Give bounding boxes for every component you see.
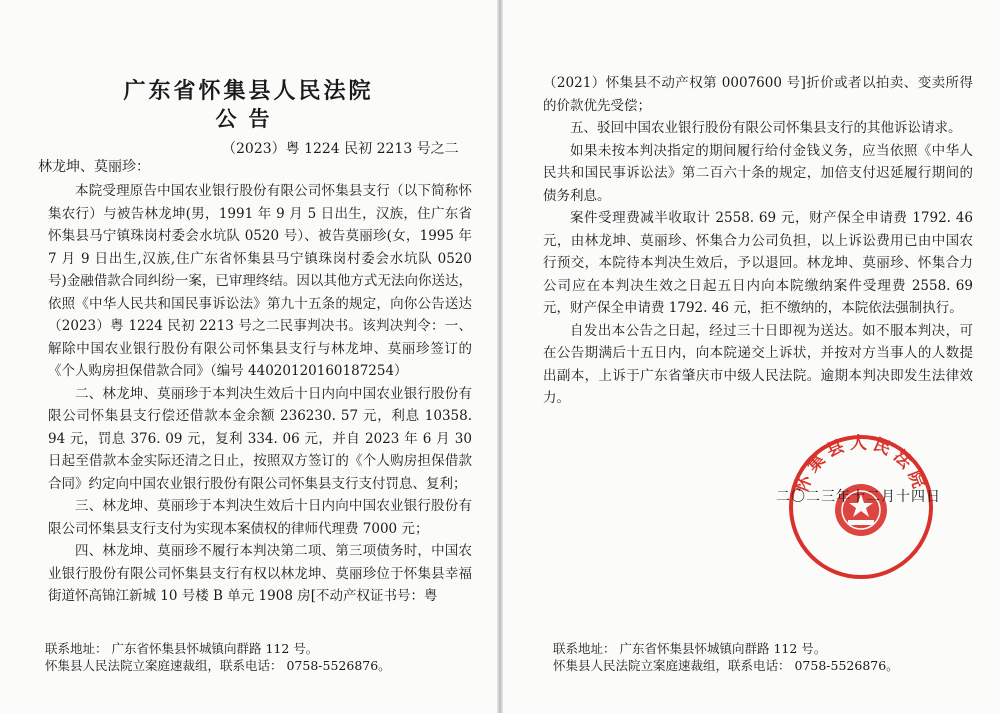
footer-contact: 怀集县人民法院立案庭速裁组，联系电话： 0758-5526876。 bbox=[45, 658, 391, 673]
footer-address: 联系地址： 广东省怀集县怀城镇向群路 112 号。 bbox=[45, 641, 319, 656]
footer-contact: 怀集县人民法院立案庭速裁组，联系电话： 0758-5526876。 bbox=[553, 658, 899, 673]
paragraph: 本院受理原告中国农业银行股份有限公司怀集县支行（以下简称怀集农行）与被告林龙坤(男，1991 年 9 月 5 日出生，汉族，住广东省怀集县马宁镇珠岗村委会水坑队 0520 号）、被告莫丽珍(女，1995 年 7 月 9 日出生,汉族,住广东省怀集县马宁镇珠岗村委会水坑队 0520 号)金融借款合同纠纷一案，已审理终结。因以其他方式无法向你送达，依照《中华人民共和国民事诉讼法》第九十五条的规定，向你公告送达（2023）粤 1224 民初 2213 号之二民事判决书。该判决判令：一、解除中国农业银行股份有限公司怀集县支行与林龙坤、莫丽珍签订的《个人购房担保借款合同》（编号 44020120160187254） bbox=[48, 183, 472, 379]
paragraph: 三、林龙坤、莫丽珍于本判决生效后十日内向中国农业银行股份有限公司怀集县支行支付为实现本案债权的律师代理费 7000 元； bbox=[48, 498, 472, 537]
footer-right bbox=[553, 640, 899, 674]
notice-body-right bbox=[543, 72, 973, 432]
notice-title: 公告 bbox=[215, 106, 282, 131]
right-page bbox=[503, 0, 1000, 713]
continuation-text: （2021）怀集县不动产权第 0007600 号]折价或者以拍卖、变卖所得的价款优先受偿； bbox=[543, 75, 973, 114]
paragraph: 如果未按本判决指定的期间履行给付金钱义务，应当依照《中华人民共和国民事诉讼法》第二百六十条的规定，加倍支付迟延履行期间的债务利息。 bbox=[543, 142, 973, 204]
notice-date: 二〇二三年十二月十四日 bbox=[776, 489, 941, 505]
paragraph: 四、林龙坤、莫丽珍不履行本判决第二项、第三项债务时，中国农业银行股份有限公司怀集县支行有权以林龙坤、莫丽珍位于怀集县幸福街道怀高锦江新城 10 号楼 B 单元 1908 房[不动产权证书号：粤 bbox=[48, 543, 472, 604]
case-number: （2023）粤 1224 民初 2213 号之二 bbox=[222, 141, 459, 157]
footer-left bbox=[45, 640, 391, 674]
footer-address: 联系地址： 广东省怀集县怀城镇向群路 112 号。 bbox=[553, 641, 827, 656]
seal-text: 怀集县人民法院 bbox=[791, 433, 931, 496]
left-page bbox=[0, 0, 497, 713]
notice-body-left bbox=[48, 180, 472, 636]
paragraph: 五、驳回中国农业银行股份有限公司怀集县支行的其他诉讼请求。 bbox=[570, 120, 962, 136]
paragraph: 二、林龙坤、莫丽珍于本判决生效后十日内向中国农业银行股份有限公司怀集县支行偿还借款本金余额 236230. 57 元，利息 10358. 94 元，罚息 376. 09 元，复利 334. 06 元，并自 2023 年 6 月 30 日起至借款本金实际还清之日止，按照双方签订的《个人购房担保借款合同》约定向中国农业银行股份有限公司怀集县支行支付罚息、复利； bbox=[48, 385, 472, 492]
addressee: 林龙坤、莫丽珍： bbox=[38, 159, 150, 175]
court-name: 广东省怀集县人民法院 bbox=[123, 78, 374, 104]
court-seal-icon bbox=[786, 432, 936, 582]
paragraph: 案件受理费减半收取计 2558. 69 元，财产保全申请费 1792. 46 元，由林龙坤、莫丽珍、怀集合力公司负担，以上诉讼费用已由中国农行预交，本院待本判决生效后，予以退回。林龙坤、莫丽珍、怀集合力公司应在本判决生效之日起五日内向本院缴纳案件受理费 2558. 69 元，财产保全申请费 1792. 46 元，拒不缴纳的，本院依法强制执行。 bbox=[543, 210, 973, 316]
paragraph: 自发出本公告之日起，经过三十日即视为送达。如不服本判决，可在公告期满后十五日内，向本院递交上诉状，并按对方当事人的人数提出副本，上诉于广东省肇庆市中级人民法院。逾期本判决即发生法律效力。 bbox=[543, 322, 973, 406]
